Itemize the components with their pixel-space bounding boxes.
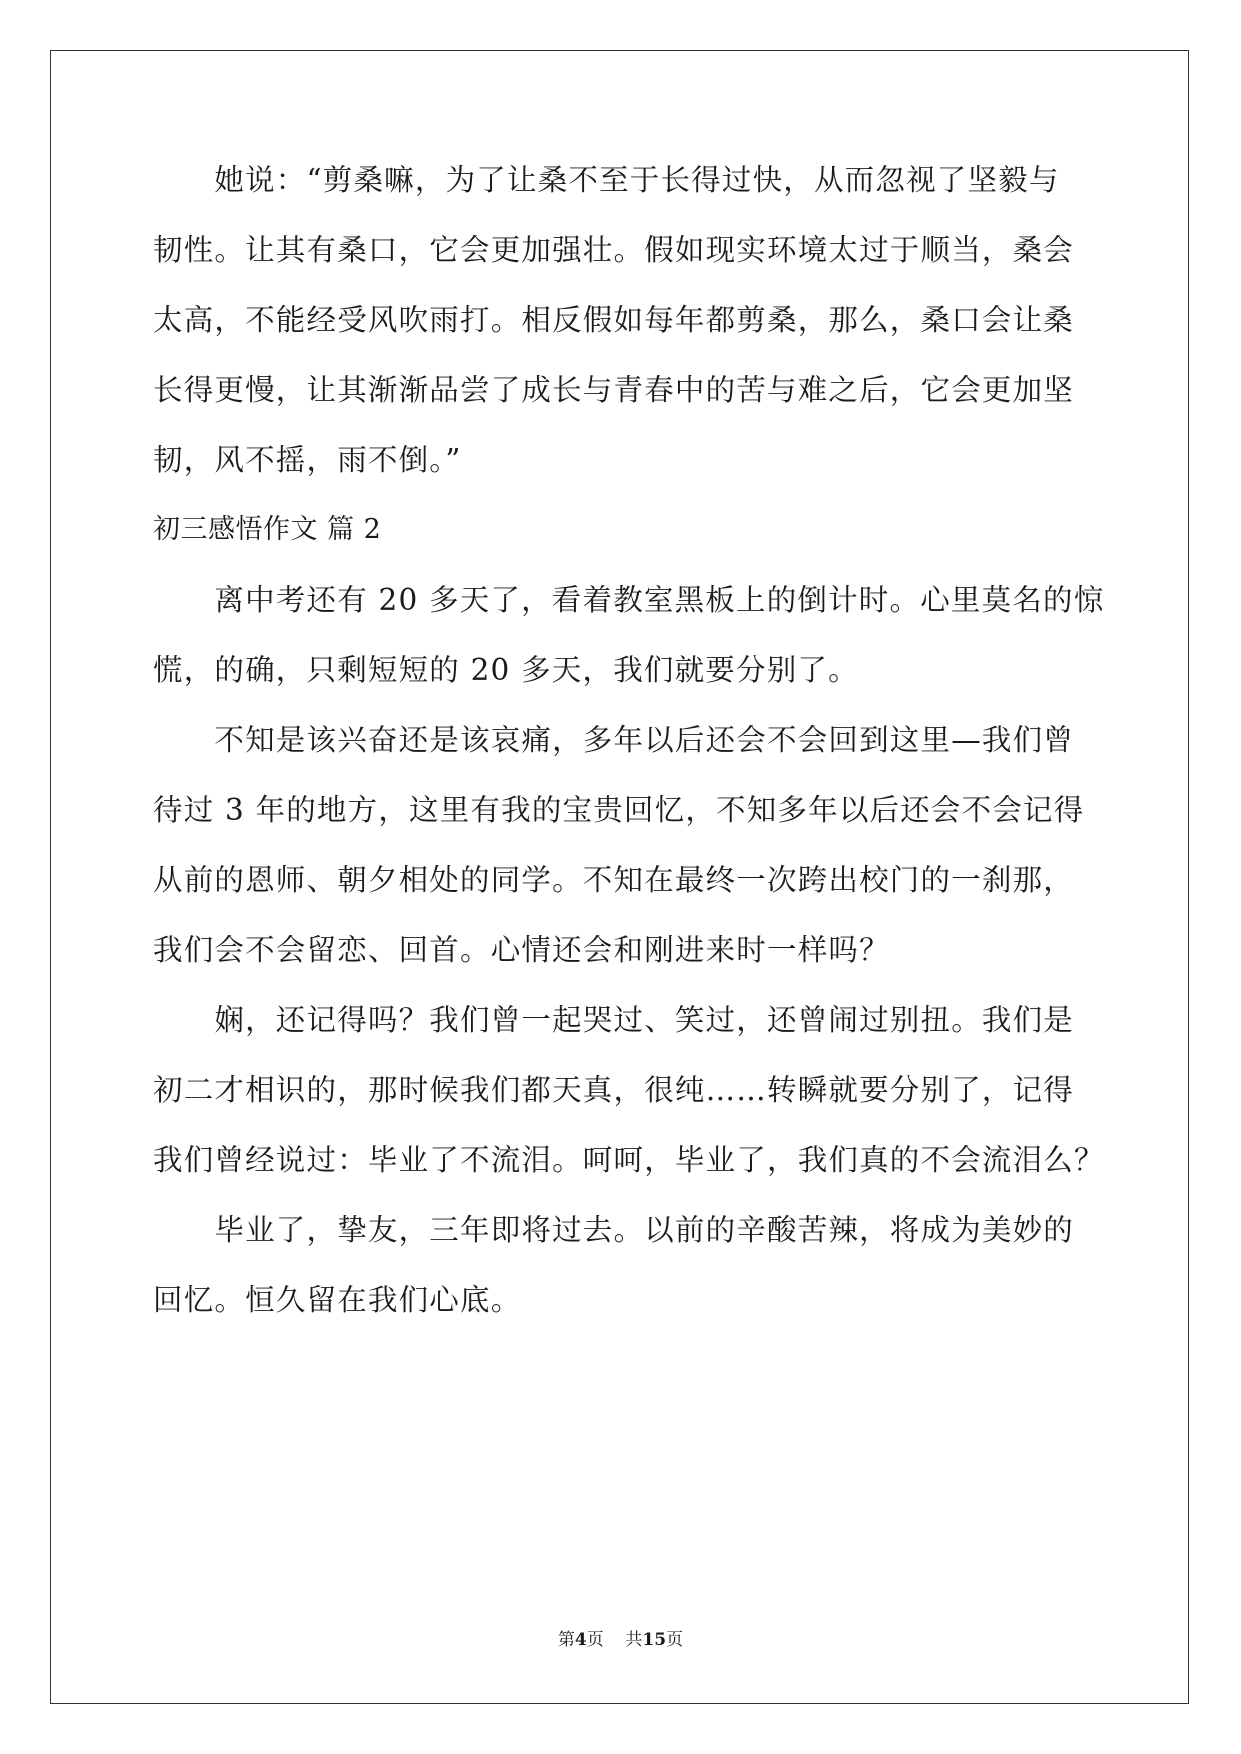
paragraph-line: 毕业了，挚友，三年即将过去。以前的辛酸苦辣，将成为美妙的 [153, 1213, 1075, 1247]
total-pages: 15 [642, 1630, 667, 1650]
footer-suffix: 页 [666, 1630, 684, 1650]
page-number: 4 [574, 1630, 587, 1650]
section-heading: 初三感悟作文 篇 2 [153, 514, 382, 545]
paragraph-line: 不知是该兴奋还是该哀痛，多年以后还会不会回到这里—我们曾 [153, 723, 1075, 757]
footer-mid: 页 共 [586, 1630, 643, 1650]
paragraph-line: 长得更慢，让其渐渐品尝了成长与青春中的苦与难之后，它会更加坚 [153, 373, 1075, 407]
paragraph-line: 她说：“剪桑嘛，为了让桑不至于长得过快，从而忽视了坚毅与 [153, 163, 1060, 197]
paragraph-line: 初二才相识的，那时候我们都天真，很纯……转瞬就要分别了，记得 [153, 1073, 1075, 1107]
paragraph-line: 娴，还记得吗？我们曾一起哭过、笑过，还曾闹过别扭。我们是 [153, 1003, 1075, 1037]
paragraph-line: 待过 3 年的地方，这里有我的宝贵回忆，不知多年以后还会不会记得 [153, 793, 1085, 827]
paragraph-line: 慌，的确，只剩短短的 20 多天，我们就要分别了。 [153, 653, 859, 687]
paragraph-line: 离中考还有 20 多天了，看着教室黑板上的倒计时。心里莫名的惊 [153, 583, 1105, 617]
paragraph-line: 我们曾经说过：毕业了不流泪。呵呵，毕业了，我们真的不会流泪么？ [153, 1143, 1105, 1177]
paragraph-line: 韧性。让其有桑口，它会更加强壮。假如现实环境太过于顺当，桑会 [153, 233, 1075, 267]
paragraph-line: 从前的恩师、朝夕相处的同学。不知在最终一次跨出校门的一刹那， [153, 863, 1075, 897]
paragraph-line: 韧，风不摇，雨不倒。” [153, 443, 462, 477]
page-footer [0, 1628, 1241, 1652]
paragraph-line: 回忆。恒久留在我们心底。 [153, 1283, 522, 1317]
paragraph-line: 太高，不能经受风吹雨打。相反假如每年都剪桑，那么，桑口会让桑 [153, 303, 1075, 337]
paragraph-line: 我们会不会留恋、回首。心情还会和刚进来时一样吗？ [153, 933, 890, 967]
footer-prefix: 第 [557, 1630, 575, 1650]
